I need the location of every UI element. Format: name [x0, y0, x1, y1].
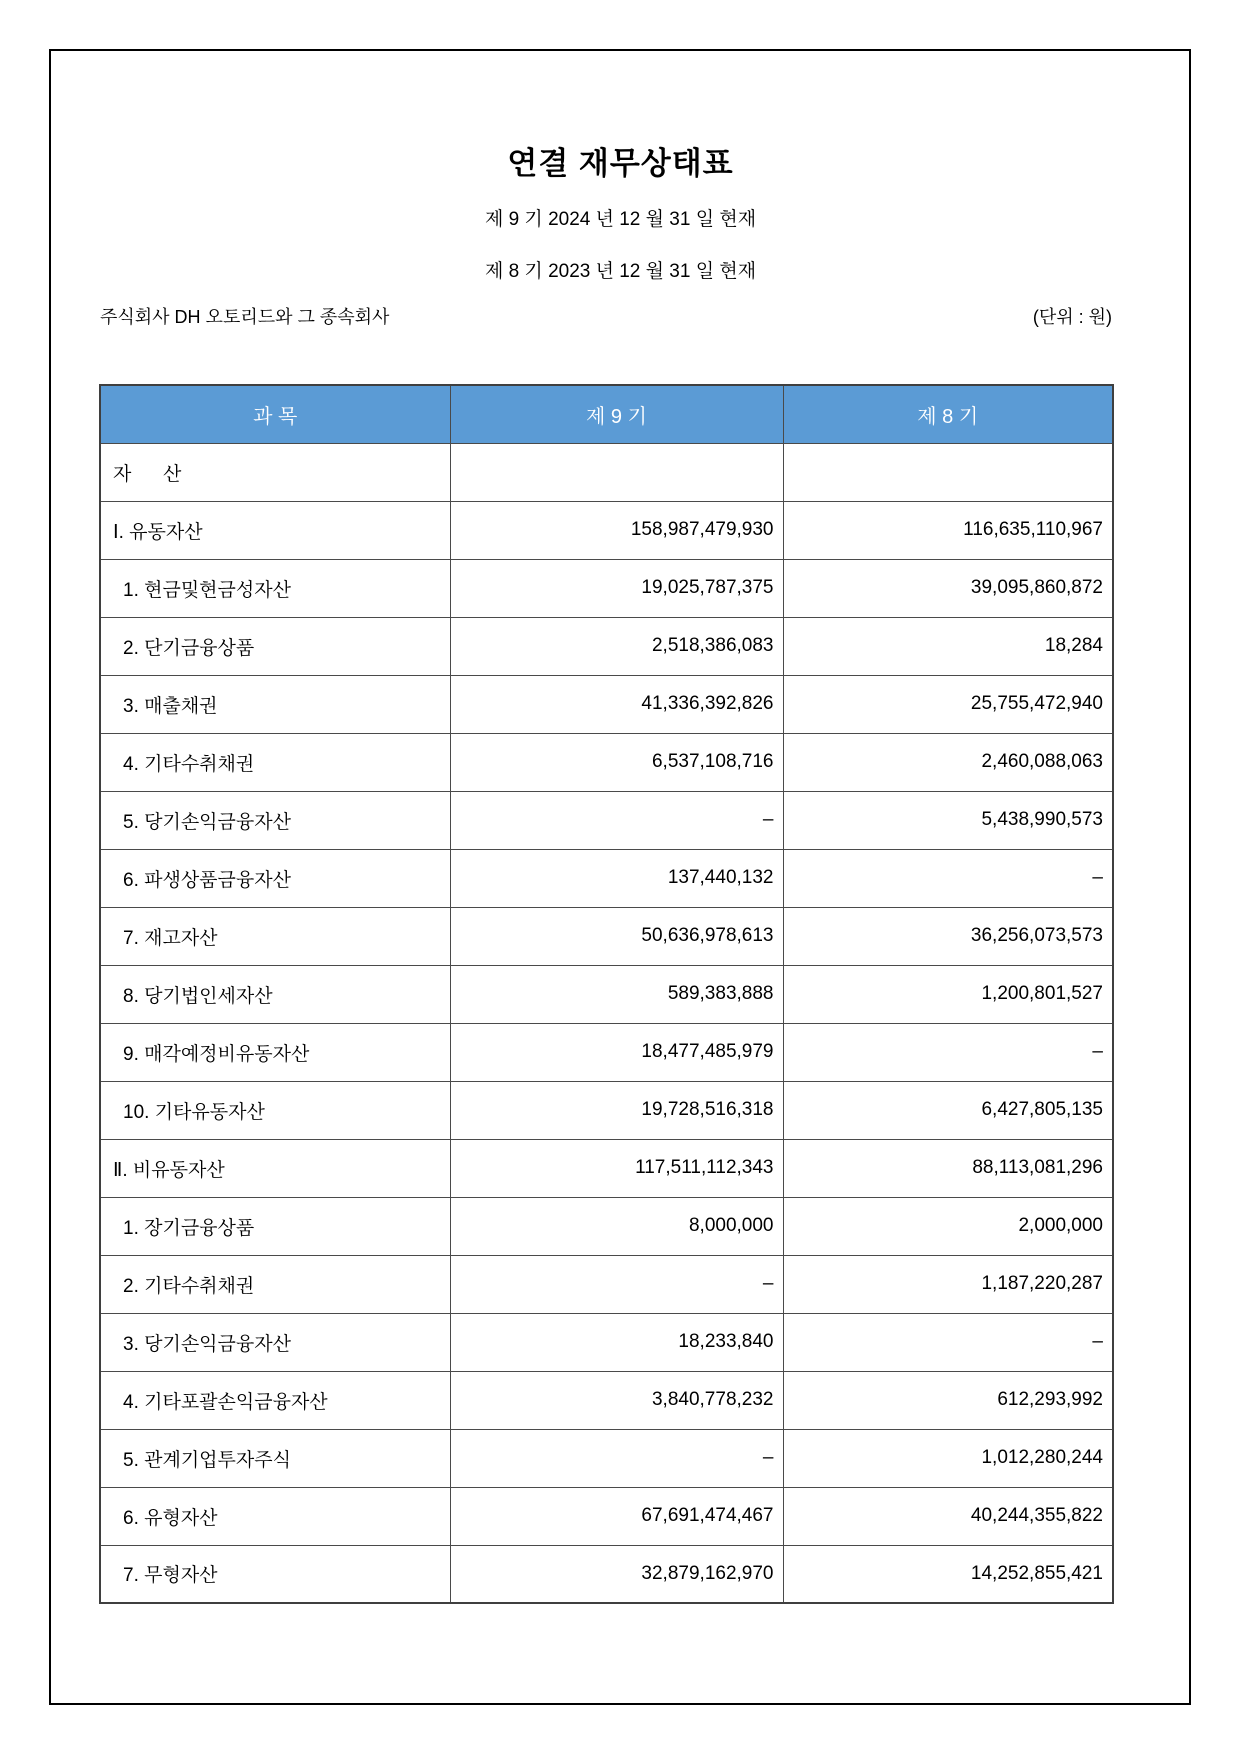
value-period-9: 8,000,000 [450, 1197, 783, 1255]
value-period-8: 25,755,472,940 [783, 675, 1113, 733]
table-row [100, 443, 1113, 501]
table-row [100, 1487, 1113, 1545]
value-period-9: 137,440,132 [450, 849, 783, 907]
table-row [100, 1255, 1113, 1313]
account-label: 3. 당기손익금융자산 [100, 1313, 450, 1371]
account-label: 3. 매출채권 [100, 675, 450, 733]
company-name: 주식회사 DH 오토리드와 그 종속회사 [100, 307, 390, 327]
table-row [100, 791, 1113, 849]
value-period-9: 18,477,485,979 [450, 1023, 783, 1081]
table-row [100, 1429, 1113, 1487]
table-row [100, 559, 1113, 617]
account-label: 9. 매각예정비유동자산 [100, 1023, 450, 1081]
unit-label: (단위 : 원) [1032, 307, 1112, 327]
value-period-9: 41,336,392,826 [450, 675, 783, 733]
value-period-8: 2,460,088,063 [783, 733, 1113, 791]
table-row [100, 1545, 1113, 1603]
value-period-9: 32,879,162,970 [450, 1545, 783, 1603]
value-period-8: 88,113,081,296 [783, 1139, 1113, 1197]
account-label: 2. 단기금융상품 [100, 617, 450, 675]
table-row [100, 1023, 1113, 1081]
value-period-9: 3,840,778,232 [450, 1371, 783, 1429]
value-period-8: 40,244,355,822 [783, 1487, 1113, 1545]
value-period-8: 6,427,805,135 [783, 1081, 1113, 1139]
account-label: 6. 파생상품금융자산 [100, 849, 450, 907]
value-period-8: – [783, 1023, 1113, 1081]
table-row [100, 1081, 1113, 1139]
account-label: 2. 기타수취채권 [100, 1255, 450, 1313]
table-row [100, 617, 1113, 675]
value-period-9: 6,537,108,716 [450, 733, 783, 791]
account-label: 자 산 [100, 443, 450, 501]
account-label: 1. 현금및현금성자산 [100, 559, 450, 617]
table-row [100, 675, 1113, 733]
page-title: 연결 재무상태표 [507, 146, 734, 181]
value-period-9: 50,636,978,613 [450, 907, 783, 965]
value-period-8 [783, 443, 1113, 501]
value-period-8: 14,252,855,421 [783, 1545, 1113, 1603]
value-period-8: – [783, 1313, 1113, 1371]
account-label: 8. 당기법인세자산 [100, 965, 450, 1023]
value-period-9: – [450, 1255, 783, 1313]
table-row [100, 965, 1113, 1023]
value-period-9: 2,518,386,083 [450, 617, 783, 675]
table-row [100, 1139, 1113, 1197]
account-label: 5. 당기손익금융자산 [100, 791, 450, 849]
column-header-period-8: 제 8 기 [783, 385, 1113, 443]
account-label: 6. 유형자산 [100, 1487, 450, 1545]
table-row [100, 849, 1113, 907]
account-label: 1. 장기금융상품 [100, 1197, 450, 1255]
table-header-row [100, 385, 1113, 443]
column-header-account: 과 목 [100, 385, 450, 443]
period-line-9th: 제 9 기 2024 년 12 월 31 일 현재 [484, 209, 757, 230]
period-line-8th: 제 8 기 2023 년 12 월 31 일 현재 [484, 261, 757, 282]
account-label: 10. 기타유동자산 [100, 1081, 450, 1139]
value-period-9: – [450, 1429, 783, 1487]
value-period-9: 117,511,112,343 [450, 1139, 783, 1197]
account-label: 7. 무형자산 [100, 1545, 450, 1603]
value-period-8: 1,200,801,527 [783, 965, 1113, 1023]
value-period-8: 116,635,110,967 [783, 501, 1113, 559]
value-period-9: 158,987,479,930 [450, 501, 783, 559]
value-period-9 [450, 443, 783, 501]
value-period-9: – [450, 791, 783, 849]
balance-sheet-table [99, 384, 1114, 1604]
table-row [100, 1313, 1113, 1371]
value-period-8: 1,012,280,244 [783, 1429, 1113, 1487]
value-period-8: – [783, 849, 1113, 907]
value-period-9: 19,728,516,318 [450, 1081, 783, 1139]
value-period-8: 5,438,990,573 [783, 791, 1113, 849]
table-row [100, 1197, 1113, 1255]
column-header-period-9: 제 9 기 [450, 385, 783, 443]
table-row [100, 1371, 1113, 1429]
value-period-8: 612,293,992 [783, 1371, 1113, 1429]
value-period-8: 2,000,000 [783, 1197, 1113, 1255]
meta-row [100, 303, 1112, 329]
account-label: 7. 재고자산 [100, 907, 450, 965]
account-label: Ⅱ. 비유동자산 [100, 1139, 450, 1197]
account-label: Ⅰ. 유동자산 [100, 501, 450, 559]
table-row [100, 733, 1113, 791]
table-row [100, 907, 1113, 965]
account-label: 4. 기타포괄손익금융자산 [100, 1371, 450, 1429]
value-period-9: 67,691,474,467 [450, 1487, 783, 1545]
table-body [100, 443, 1113, 1603]
account-label: 5. 관계기업투자주식 [100, 1429, 450, 1487]
value-period-8: 36,256,073,573 [783, 907, 1113, 965]
value-period-9: 18,233,840 [450, 1313, 783, 1371]
value-period-9: 589,383,888 [450, 965, 783, 1023]
table-row [100, 501, 1113, 559]
value-period-9: 19,025,787,375 [450, 559, 783, 617]
value-period-8: 18,284 [783, 617, 1113, 675]
account-label: 4. 기타수취채권 [100, 733, 450, 791]
value-period-8: 1,187,220,287 [783, 1255, 1113, 1313]
value-period-8: 39,095,860,872 [783, 559, 1113, 617]
